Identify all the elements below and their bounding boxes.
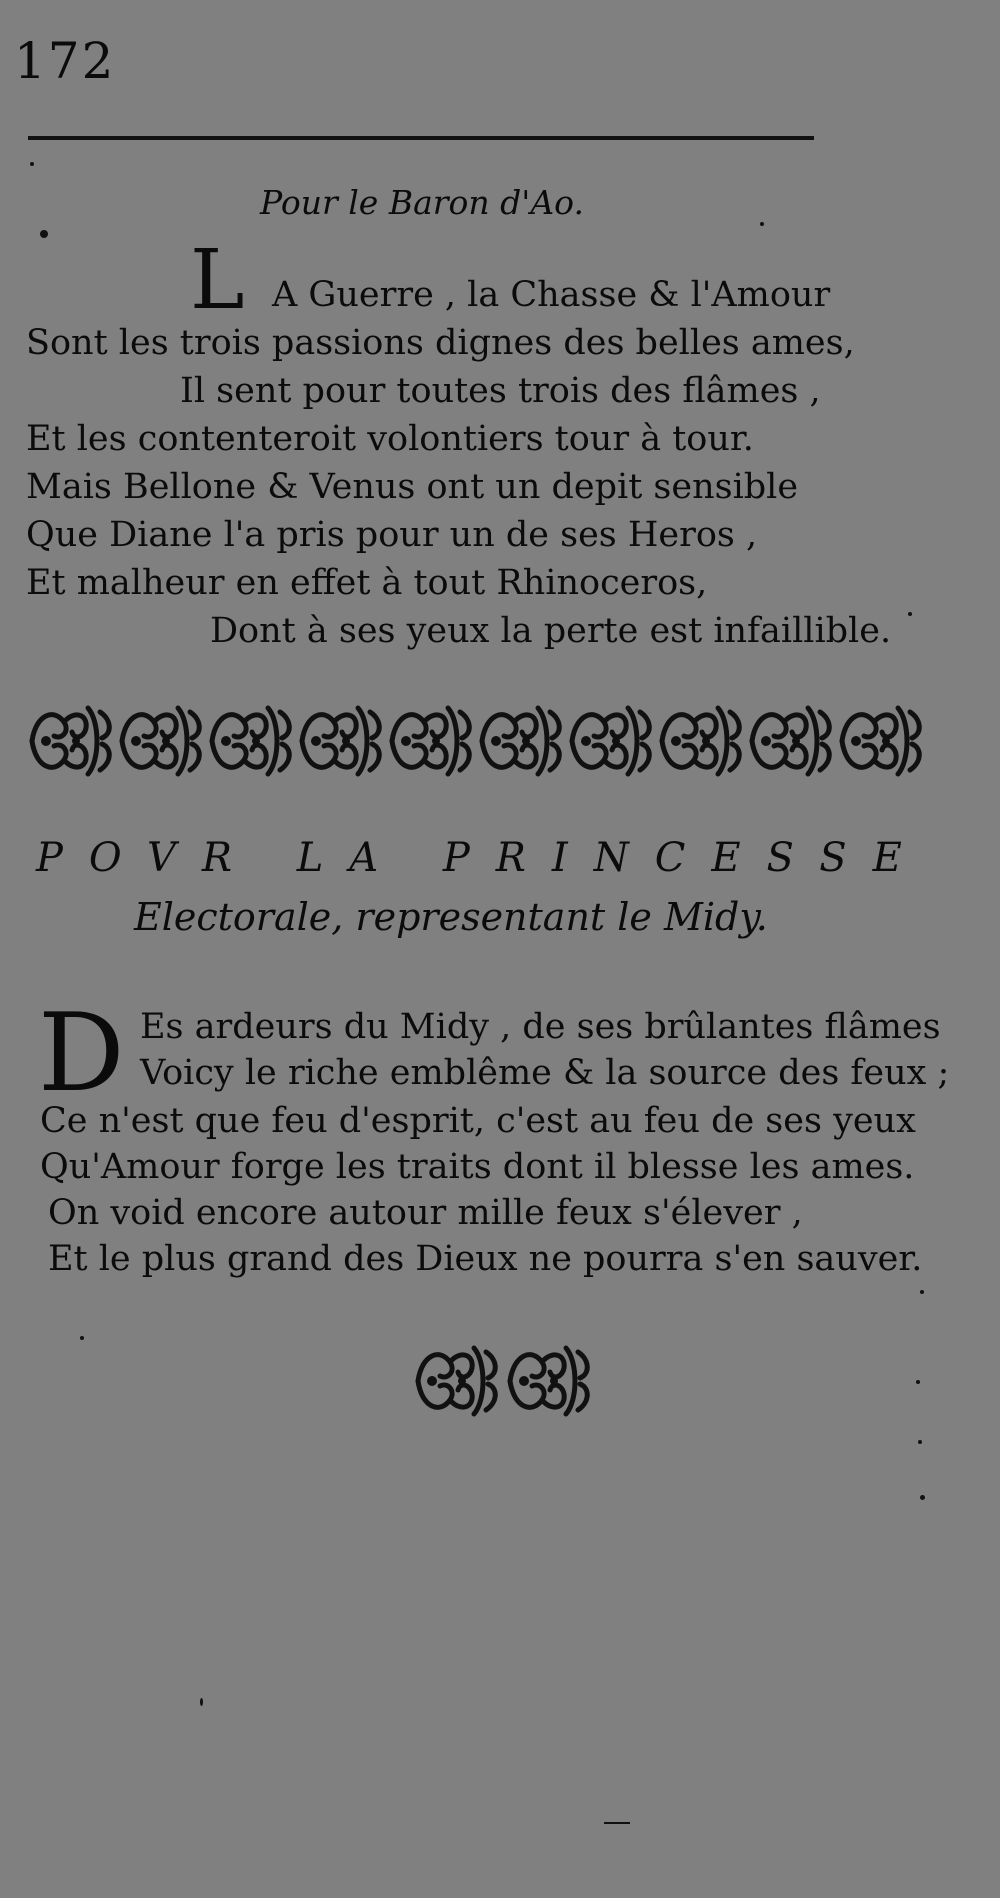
poem-line: Sont les trois passions dignes des belles ames, bbox=[26, 323, 855, 363]
poem-title-baron: Pour le Baron d'Ao. bbox=[260, 183, 584, 222]
poem-line: Ce n'est que feu d'esprit, c'est au feu de ses yeux bbox=[40, 1101, 916, 1141]
poem-line: On void encore autour mille feux s'élever , bbox=[48, 1193, 803, 1233]
poem-line: Et malheur en effet à tout Rhinoceros, bbox=[26, 563, 708, 603]
poem-line: Voicy le riche emblême & la source des feux ; bbox=[140, 1053, 950, 1093]
poem-title-princesse: POVR LA PRINCESSE bbox=[36, 835, 928, 881]
fleuron-ornament-small bbox=[414, 1340, 598, 1422]
fleuron-ornament-band bbox=[28, 700, 932, 782]
poem-line: Qu'Amour forge les traits dont il blesse les ames. bbox=[40, 1147, 915, 1187]
poem-line: Es ardeurs du Midy , de ses brûlantes flâmes bbox=[140, 1007, 941, 1047]
header-rule bbox=[28, 136, 814, 140]
poem-line: Mais Bellone & Venus ont un depit sensible bbox=[26, 467, 799, 507]
poem-line: A Guerre , la Chasse & l'Amour bbox=[272, 275, 831, 315]
poem-line: Dont à ses yeux la perte est infaillible. bbox=[210, 611, 892, 651]
poem-line: Et le plus grand des Dieux ne pourra s'en sauver. bbox=[48, 1239, 923, 1279]
drop-cap-l: L bbox=[190, 233, 245, 328]
page-number: 172 bbox=[14, 32, 116, 90]
drop-cap-d: D bbox=[38, 991, 125, 1116]
poem-line: Que Diane l'a pris pour un de ses Heros , bbox=[26, 515, 758, 555]
poem-subtitle-princesse: Electorale, representant le Midy. bbox=[134, 895, 768, 939]
poem-line: Et les contenteroit volontiers tour à tour. bbox=[26, 419, 754, 459]
poem-line: Il sent pour toutes trois des flâmes , bbox=[180, 371, 821, 411]
